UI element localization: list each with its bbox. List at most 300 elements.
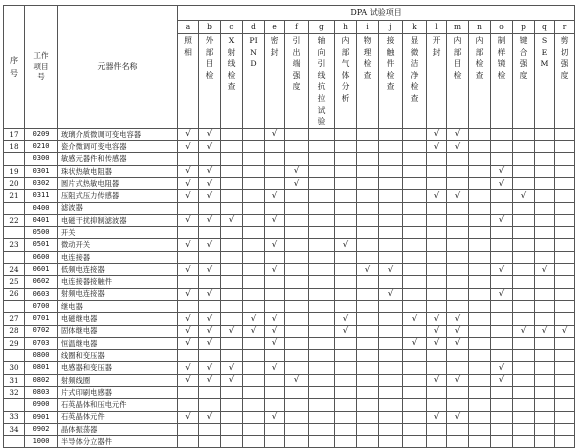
check-cell-e [265,325,285,337]
check-cell-g [309,190,335,202]
check-cell-i [357,227,379,239]
table-row [4,313,575,325]
check-cell-p [513,227,535,239]
check-cell-q [535,276,555,288]
check-cell-i [357,362,379,374]
check-cell-k [403,300,427,312]
check-cell-i [357,214,379,226]
header-letter-m: m [447,21,469,34]
check-cell-k [403,202,427,214]
check-cell-g [309,337,335,349]
check-mark-icon: √ [271,412,278,423]
check-cell-d [243,239,265,251]
row-serial-no [4,350,25,362]
check-cell-o [491,276,513,288]
row-work-item-no: 0803 [25,386,58,398]
check-cell-o [491,386,513,398]
check-cell-h [335,239,357,251]
row-component-name: 压阻式压力传感器 [58,190,178,202]
row-serial-no: 34 [4,423,25,435]
check-cell-k [403,350,427,362]
table-row [4,276,575,288]
check-cell-n [469,128,491,140]
check-cell-m [447,300,469,312]
check-cell-e [265,141,285,153]
check-cell-c [221,362,243,374]
row-component-name: 圆片式热敏电阻器 [58,177,178,189]
row-component-name: 玻璃介质微调可变电容器 [58,128,178,140]
check-cell-i [357,239,379,251]
header-test-e [265,34,285,129]
row-component-name: 电磁干扰抑制滤波器 [58,214,178,226]
check-cell-d [243,177,265,189]
check-cell-f [285,436,309,448]
check-cell-r [555,251,575,263]
check-cell-e [265,251,285,263]
dpa-test-table [3,5,575,448]
check-cell-r [555,313,575,325]
check-cell-j [379,190,403,202]
check-cell-j [379,227,403,239]
check-mark-icon: √ [498,363,505,374]
check-cell-j [379,264,403,276]
header-test-r [555,34,575,129]
check-cell-r [555,300,575,312]
check-mark-icon: √ [364,264,371,275]
check-cell-d [243,436,265,448]
check-cell-p [513,411,535,423]
check-cell-e [265,276,285,288]
check-mark-icon: √ [498,375,505,386]
check-cell-o [491,251,513,263]
row-work-item-no: 0400 [25,202,58,214]
check-cell-e [265,165,285,177]
check-cell-d [243,337,265,349]
check-cell-e [265,177,285,189]
check-cell-a [178,276,199,288]
row-component-name: 珠状热敏电阻器 [58,165,178,177]
check-cell-h [335,300,357,312]
check-mark-icon: √ [411,338,418,349]
check-cell-p [513,239,535,251]
check-cell-i [357,399,379,411]
table-row [4,227,575,239]
check-mark-icon: √ [185,190,191,201]
check-mark-icon: √ [498,166,505,177]
check-cell-f [285,399,309,411]
check-cell-n [469,362,491,374]
check-cell-j [379,362,403,374]
check-mark-icon: √ [387,289,394,300]
check-cell-r [555,411,575,423]
check-cell-g [309,227,335,239]
check-cell-g [309,264,335,276]
row-work-item-no: 0901 [25,411,58,423]
check-cell-k [403,190,427,202]
check-cell-q [535,239,555,251]
check-cell-n [469,436,491,448]
check-mark-icon: √ [206,129,213,140]
check-cell-f [285,362,309,374]
check-cell-d [243,190,265,202]
check-mark-icon: √ [433,313,440,324]
check-cell-m [447,239,469,251]
check-cell-r [555,141,575,153]
row-component-name: 晶体振荡器 [58,423,178,435]
check-cell-k [403,239,427,251]
check-cell-k [403,153,427,165]
check-cell-c [221,288,243,300]
table-row [4,128,575,140]
check-mark-icon: √ [185,412,191,423]
check-mark-icon: √ [498,264,505,275]
check-mark-icon: √ [228,363,235,374]
test-name-label: PIND [249,36,258,69]
check-cell-k [403,399,427,411]
check-cell-d [243,386,265,398]
check-mark-icon: √ [271,129,278,140]
check-cell-j [379,350,403,362]
check-cell-e [265,239,285,251]
check-cell-m [447,313,469,325]
check-cell-b [199,128,221,140]
check-mark-icon: √ [185,166,191,177]
check-cell-q [535,436,555,448]
row-serial-no: 20 [4,177,25,189]
check-cell-d [243,202,265,214]
test-name-label: 内部检查 [475,36,484,80]
check-cell-o [491,337,513,349]
header-serial-no: 序号 [4,6,25,129]
check-cell-n [469,214,491,226]
check-cell-k [403,128,427,140]
check-cell-a [178,128,199,140]
check-cell-k [403,325,427,337]
check-cell-p [513,313,535,325]
check-mark-icon: √ [342,313,349,324]
check-cell-f [285,313,309,325]
check-cell-i [357,337,379,349]
check-cell-o [491,264,513,276]
check-cell-b [199,264,221,276]
row-work-item-no: 0900 [25,399,58,411]
check-cell-k [403,276,427,288]
check-cell-l [427,288,447,300]
test-name-label: 剪切强度 [560,36,569,80]
row-work-item-no: 0311 [25,190,58,202]
check-cell-l [427,227,447,239]
header-letter-e: e [265,21,285,34]
check-cell-d [243,399,265,411]
check-cell-o [491,165,513,177]
check-cell-e [265,337,285,349]
check-mark-icon: √ [293,166,300,177]
check-cell-f [285,177,309,189]
header-test-q [535,34,555,129]
check-mark-icon: √ [206,141,213,152]
test-name-label: 内部气体分析 [341,36,350,103]
row-serial-no [4,300,25,312]
check-cell-i [357,313,379,325]
check-cell-p [513,190,535,202]
check-cell-a [178,214,199,226]
check-mark-icon: √ [206,363,213,374]
row-work-item-no: 0902 [25,423,58,435]
check-cell-b [199,141,221,153]
check-cell-e [265,313,285,325]
row-work-item-no: 0501 [25,239,58,251]
check-cell-c [221,325,243,337]
test-name-label: 开封 [432,36,441,57]
check-cell-i [357,300,379,312]
row-component-name: 电连接器接触件 [58,276,178,288]
check-cell-r [555,436,575,448]
table-row [4,374,575,386]
check-cell-l [427,386,447,398]
table-row [4,325,575,337]
check-mark-icon: √ [271,240,278,251]
check-cell-a [178,153,199,165]
check-cell-h [335,251,357,263]
header-component-name: 元器件名称 [58,6,178,129]
check-cell-p [513,276,535,288]
table-row [4,239,575,251]
check-cell-h [335,190,357,202]
table-row [4,141,575,153]
check-cell-b [199,374,221,386]
row-work-item-no: 0302 [25,177,58,189]
header-letter-o: o [491,21,513,34]
row-work-item-no: 0500 [25,227,58,239]
table-row [4,436,575,448]
check-cell-r [555,337,575,349]
check-cell-n [469,374,491,386]
check-mark-icon: √ [185,129,191,140]
check-cell-j [379,288,403,300]
check-mark-icon: √ [185,178,191,189]
check-cell-e [265,288,285,300]
header-letter-d: d [243,21,265,34]
header-test-d [243,34,265,129]
check-cell-p [513,251,535,263]
table-row [4,177,575,189]
header-letter-r: r [555,21,575,34]
check-cell-b [199,313,221,325]
header-test-o [491,34,513,129]
table-row [4,202,575,214]
check-cell-e [265,436,285,448]
check-cell-d [243,350,265,362]
check-cell-k [403,251,427,263]
check-cell-j [379,153,403,165]
row-serial-no [4,436,25,448]
check-cell-h [335,276,357,288]
check-cell-k [403,386,427,398]
test-name-label: 键合强度 [519,36,528,80]
check-mark-icon: √ [206,166,213,177]
check-cell-e [265,374,285,386]
check-cell-h [335,325,357,337]
check-cell-m [447,153,469,165]
check-mark-icon: √ [454,326,461,337]
header-letter-c: c [221,21,243,34]
row-serial-no: 26 [4,288,25,300]
check-cell-b [199,386,221,398]
check-cell-d [243,141,265,153]
row-work-item-no: 1000 [25,436,58,448]
check-cell-c [221,227,243,239]
check-cell-b [199,251,221,263]
check-cell-k [403,362,427,374]
check-cell-p [513,386,535,398]
check-cell-i [357,386,379,398]
check-cell-i [357,128,379,140]
header-letter-b: b [199,21,221,34]
check-cell-j [379,374,403,386]
check-cell-e [265,350,285,362]
check-cell-r [555,399,575,411]
check-cell-q [535,251,555,263]
row-serial-no: 33 [4,411,25,423]
check-cell-b [199,325,221,337]
check-cell-p [513,165,535,177]
check-cell-a [178,350,199,362]
check-cell-n [469,190,491,202]
test-name-label: 接触件检查 [386,36,395,92]
check-cell-m [447,386,469,398]
check-cell-b [199,436,221,448]
check-cell-c [221,350,243,362]
row-serial-no: 19 [4,165,25,177]
row-serial-no: 23 [4,239,25,251]
check-mark-icon: √ [185,338,191,349]
check-cell-f [285,202,309,214]
check-cell-j [379,165,403,177]
check-cell-l [427,128,447,140]
check-cell-b [199,202,221,214]
check-cell-o [491,177,513,189]
check-cell-o [491,300,513,312]
check-mark-icon: √ [206,264,213,275]
header-test-h [335,34,357,129]
row-work-item-no: 0301 [25,165,58,177]
row-component-name: 恒温继电器 [58,337,178,349]
check-cell-q [535,190,555,202]
check-cell-i [357,374,379,386]
check-cell-c [221,436,243,448]
check-cell-h [335,202,357,214]
check-cell-g [309,165,335,177]
check-cell-k [403,141,427,153]
table-row [4,165,575,177]
check-mark-icon: √ [498,215,505,226]
header-letter-g: g [309,21,335,34]
table-row [4,350,575,362]
check-mark-icon: √ [541,326,548,337]
check-cell-k [403,337,427,349]
check-cell-c [221,165,243,177]
check-mark-icon: √ [454,412,461,423]
check-cell-g [309,374,335,386]
check-cell-a [178,399,199,411]
header-work-item-no: 工作项目号 [25,6,58,129]
check-cell-c [221,313,243,325]
check-cell-n [469,165,491,177]
check-cell-f [285,325,309,337]
check-cell-j [379,251,403,263]
row-component-name: 敏感元器件和传感器 [58,153,178,165]
check-cell-f [285,411,309,423]
check-cell-p [513,264,535,276]
check-mark-icon: √ [454,129,461,140]
check-cell-l [427,251,447,263]
header-letter-p: p [513,21,535,34]
check-cell-i [357,190,379,202]
check-cell-b [199,288,221,300]
check-cell-m [447,264,469,276]
row-serial-no: 30 [4,362,25,374]
check-cell-g [309,251,335,263]
check-cell-f [285,153,309,165]
check-cell-p [513,325,535,337]
row-serial-no: 29 [4,337,25,349]
check-cell-q [535,153,555,165]
check-cell-a [178,165,199,177]
check-cell-m [447,288,469,300]
check-cell-n [469,288,491,300]
check-cell-d [243,362,265,374]
check-cell-g [309,153,335,165]
test-name-label: 照相 [184,36,192,57]
check-cell-m [447,276,469,288]
check-cell-h [335,165,357,177]
check-cell-l [427,165,447,177]
check-cell-f [285,350,309,362]
header-test-p [513,34,535,129]
check-cell-r [555,264,575,276]
check-cell-q [535,141,555,153]
check-cell-a [178,436,199,448]
check-cell-e [265,362,285,374]
row-serial-no [4,399,25,411]
check-cell-p [513,362,535,374]
check-cell-h [335,399,357,411]
check-mark-icon: √ [541,264,548,275]
check-cell-b [199,227,221,239]
check-cell-p [513,337,535,349]
check-cell-o [491,313,513,325]
check-cell-f [285,227,309,239]
header-letter-l: l [427,21,447,34]
check-cell-j [379,177,403,189]
check-cell-g [309,386,335,398]
check-cell-n [469,325,491,337]
check-cell-a [178,264,199,276]
check-cell-j [379,239,403,251]
check-cell-o [491,350,513,362]
check-cell-e [265,300,285,312]
check-cell-c [221,141,243,153]
row-serial-no: 27 [4,313,25,325]
check-cell-p [513,436,535,448]
check-cell-d [243,313,265,325]
row-work-item-no: 0601 [25,264,58,276]
check-cell-h [335,350,357,362]
check-mark-icon: √ [228,326,235,337]
header-letter-h: h [335,21,357,34]
row-component-name: 开关 [58,227,178,239]
check-cell-i [357,350,379,362]
